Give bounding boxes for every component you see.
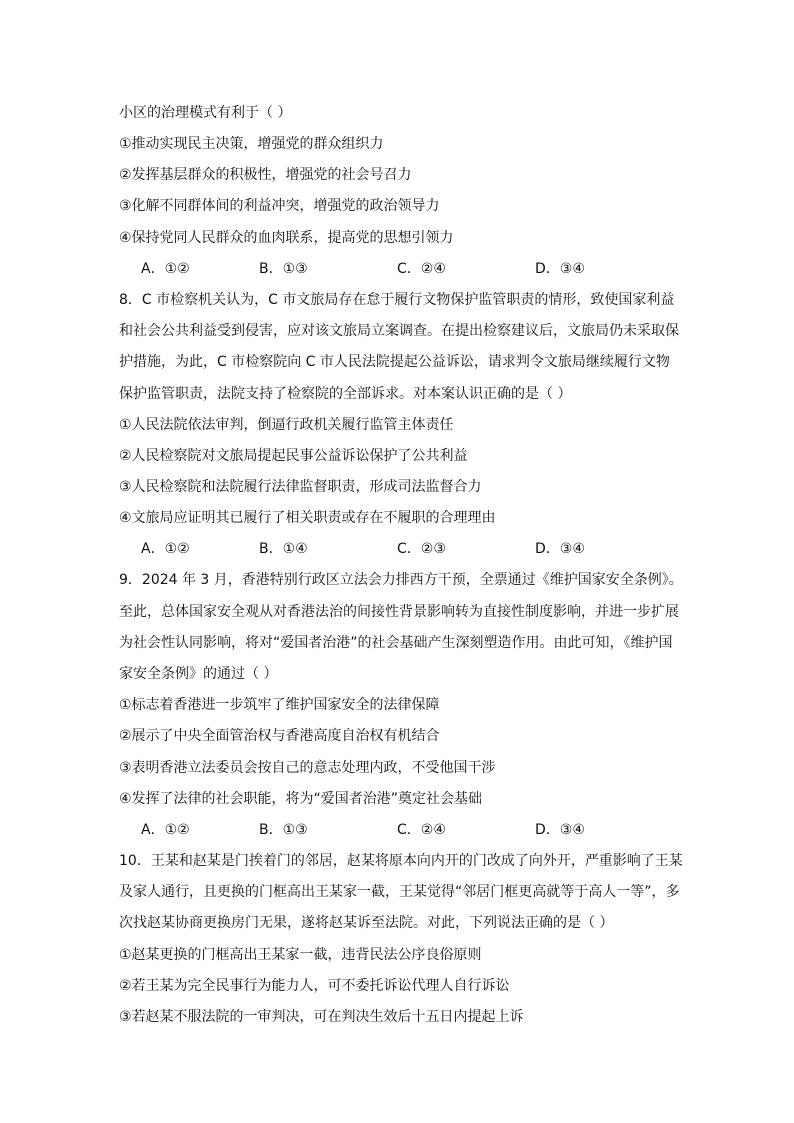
- q9-choice-b: B．①③: [259, 822, 308, 838]
- q8-option-4: ④文旅局应证明其已履行了相关职责或存在不履职的合理理由: [119, 510, 496, 526]
- q8-option-1: ①人民法院依法审判，倒逼行政机关履行监管主体责任: [119, 417, 454, 433]
- q9-choices: [141, 820, 621, 840]
- q7-choice-d: D．③④: [535, 261, 585, 277]
- q8-stem-line-4: 保护监管职责，法院支持了检察院的全部诉求。对本案认识正确的是（ ）: [119, 386, 572, 402]
- q9-option-2: ②展示了中央全面管治权与香港高度自治权有机结合: [119, 728, 440, 744]
- q8-choice-a: A．①②: [141, 541, 190, 557]
- q9-choice-d: D．③④: [535, 822, 585, 838]
- q9-stem-line-3: 为社会性认同影响，将对“爱国者治港”的社会基础产生深刻塑造作用。由此可知，《维护国: [119, 635, 673, 651]
- q7-option-4: ④保持党同人民群众的血肉联系，提高党的思想引领力: [119, 230, 454, 246]
- q8-option-3: ③人民检察院和法院履行法律监督职责，形成司法监督合力: [119, 479, 482, 495]
- q9-stem-line-1: 9．2024 年 3 月，香港特别行政区立法会力排西方干预，全票通过《维护国家安全条例》。: [119, 572, 683, 588]
- q8-choice-b: B．①④: [259, 541, 308, 557]
- q8-choice-d: D．③④: [535, 541, 585, 557]
- q9-option-3: ③表明香港立法委员会按自己的意志处理内政，不受他国干涉: [119, 760, 496, 776]
- q7-choice-c: C．②④: [397, 261, 446, 277]
- q7-choices: [141, 259, 621, 279]
- q9-choice-a: A．①②: [141, 822, 190, 838]
- q10-stem-line-1: 10．王某和赵某是门挨着门的邻居，赵某将原本向内开的门改成了向外开，严重影响了王某: [119, 853, 683, 869]
- q8-choices: [141, 539, 621, 559]
- q7-stem: 小区的治理模式有利于（ ）: [119, 105, 292, 121]
- q7-choice-b: B．①③: [259, 261, 308, 277]
- q10-stem-line-2: 及家人通行，且更换的门框高出王某家一截，王某觉得“邻居门框更高就等于高人一等”，多: [119, 884, 680, 900]
- q10-option-3: ③若赵某不服法院的一审判决，可在判决生效后十五日内提起上诉: [119, 1009, 524, 1025]
- q9-stem-line-4: 家安全条例》的通过（ ）: [119, 666, 278, 682]
- q7-option-3: ③化解不同群体间的利益冲突，增强党的政治领导力: [119, 198, 440, 214]
- q8-choice-c: C．②③: [397, 541, 446, 557]
- q7-option-2: ②发挥基层群众的积极性，增强党的社会号召力: [119, 167, 412, 183]
- q9-option-1: ①标志着香港进一步筑牢了维护国家安全的法律保障: [119, 697, 440, 713]
- q8-stem-line-1: 8．C 市检察机关认为，C 市文旅局存在怠于履行文物保护监管职责的情形，致使国家利益: [119, 292, 675, 308]
- q9-stem-line-2: 至此，总体国家安全观从对香港法治的间接性背景影响转为直接性制度影响，并进一步扩展: [119, 604, 679, 620]
- q8-stem-line-3: 护措施，为此，C 市检察院向 C 市人民法院提起公益诉讼，请求判令文旅局继续履行文物: [119, 354, 670, 370]
- q9-choice-c: C．②④: [397, 822, 446, 838]
- q10-option-1: ①赵某更换的门框高出王某家一截，违背民法公序良俗原则: [119, 947, 482, 963]
- q7-choice-a: A．①②: [141, 261, 190, 277]
- q9-option-4: ④发挥了法律的社会职能，将为“爱国者治港”奠定社会基础: [119, 791, 483, 807]
- q8-stem-line-2: 和社会公共利益受到侵害，应对该文旅局立案调查。在提出检察建议后，文旅局仍未采取保: [119, 323, 679, 339]
- q8-option-2: ②人民检察院对文旅局提起民事公益诉讼保护了公共利益: [119, 448, 468, 464]
- q7-option-1: ①推动实现民主决策，增强党的群众组织力: [119, 136, 384, 152]
- q10-option-2: ②若王某为完全民事行为能力人，可不委托诉讼代理人自行诉讼: [119, 978, 510, 994]
- q10-stem-line-3: 次找赵某协商更换房门无果，遂将赵某诉至法院。对此，下列说法正确的是（ ）: [119, 915, 614, 931]
